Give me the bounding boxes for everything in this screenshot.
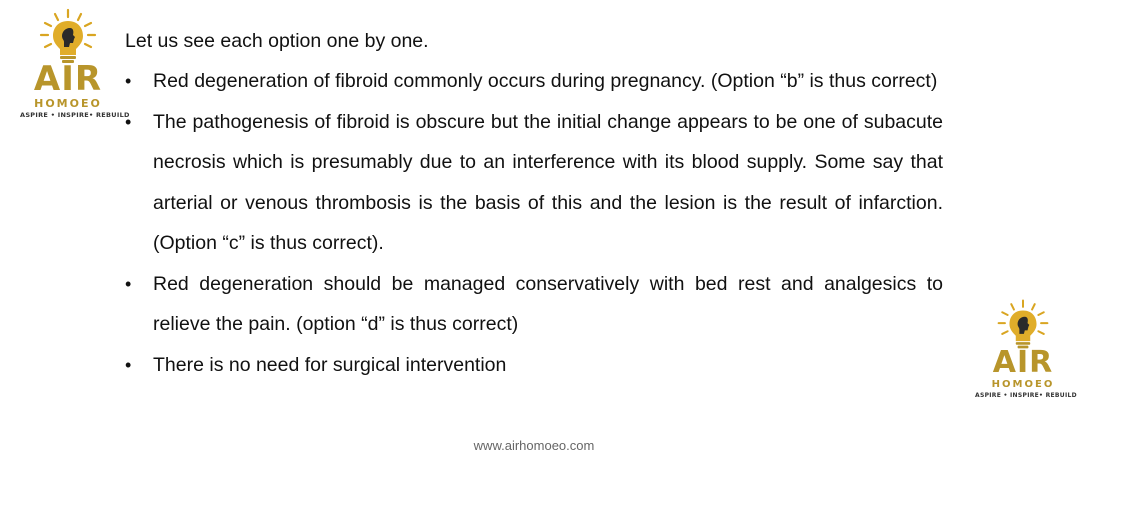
logo-sub-text: HOMOEO	[34, 97, 102, 110]
logo-tagline: ASPIRE • INSPIRE• REBUILD	[20, 111, 130, 119]
air-homoeo-logo-bottom	[975, 298, 1077, 399]
logo-sub-text: HOMOEO	[991, 379, 1055, 390]
lightbulb-head-icon	[37, 8, 99, 64]
air-homoeo-logo-top	[20, 8, 130, 119]
logo-brand-text: AIR	[33, 59, 103, 99]
bullet-list	[125, 61, 943, 385]
logo-tagline: ASPIRE • INSPIRE• REBUILD	[975, 392, 1077, 399]
slide-content	[125, 27, 943, 385]
footer-url: www.airhomoeo.com	[473, 438, 595, 453]
bullet-item: • There is no need for surgical intervention	[125, 345, 943, 386]
bullet-item: • Red degeneration of fibroid commonly occurs during pregnancy. (Option “b” is thus correct)	[125, 61, 943, 102]
bullet-item: • The pathogenesis of fibroid is obscure but the initial change appears to be one of subacute necrosis which is presumably due to an interference with its blood supply. Some say that arterial or venous thrombosis is the basis of this and the lesion is the result of infarction. (Option “c” is thus correct).	[125, 102, 943, 264]
bullet-item: • Red degeneration should be managed conservatively with bed rest and analgesics to relieve the pain. (option “d” is thus correct)	[125, 264, 943, 345]
intro-text: Let us see each option one by one.	[125, 30, 429, 52]
lightbulb-head-icon	[995, 298, 1051, 350]
logo-brand-text: AIR	[992, 345, 1054, 380]
